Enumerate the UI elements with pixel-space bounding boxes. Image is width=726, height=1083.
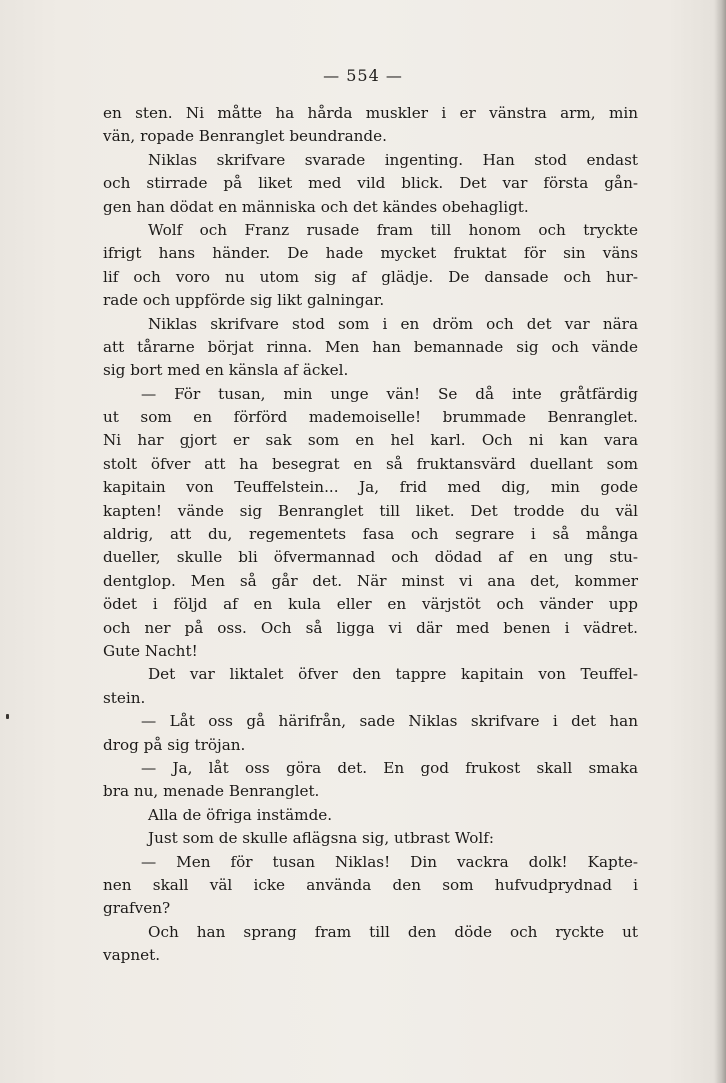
text-line: bra nu, menade Benranglet. xyxy=(103,782,320,801)
text-line: sig bort med en känsla af äckel. xyxy=(103,361,349,380)
text-line: lif och voro nu utom sig af glädje. De dansade och hur- xyxy=(103,267,638,286)
text-line: kapten! vände sig Benranglet till liket. Det trodde du väl xyxy=(103,501,638,520)
text-line: dentglop. Men så går det. När minst vi ana det, kommer xyxy=(103,571,638,590)
text-line: en sten. Ni måtte ha hårda muskler i er vänstra arm, min xyxy=(103,104,638,122)
text-line: ifrigt hans händer. De hade mycket fruktat för sin väns xyxy=(103,244,638,263)
text-line: aldrig, att du, regementets fasa och segrare i så många xyxy=(103,525,638,544)
text-line: kapitain von Teuffelstein... Ja, frid med dig, min gode xyxy=(103,478,638,497)
text-line: stein. xyxy=(103,688,146,707)
text-line: — För tusan, min unge vän! Se då inte gråtfärdig xyxy=(141,384,638,403)
text-line: dueller, skulle bli öfvermannad och dödad af en ung stu- xyxy=(103,548,638,567)
text-line: och stirrade på liket med vild blick. Det var första gån- xyxy=(103,174,638,193)
text-line: rade och uppförde sig likt galningar. xyxy=(103,291,385,310)
text-line: vapnet. xyxy=(103,946,161,965)
text-line: Det var liktalet öfver den tappre kapitain von Teuffel- xyxy=(148,665,638,684)
text-line: Wolf och Franz rusade fram till honom och tryckte xyxy=(148,220,638,239)
text-line: ödet i följd af en kula eller en värjstöt och vänder upp xyxy=(103,595,638,614)
text-line: — Men för tusan Niklas! Din vackra dolk! Kapte- xyxy=(141,852,638,871)
text-line: Niklas skrifvare svarade ingenting. Han stod endast xyxy=(148,150,638,169)
text-line: Niklas skrifvare stod som i en dröm och det var nära xyxy=(148,314,638,333)
text-line: att tårarne börjat rinna. Men han bemannade sig och vände xyxy=(103,337,638,356)
text-line: — Låt oss gå härifrån, sade Niklas skrifvare i det han xyxy=(141,712,638,731)
text-line: — Ja, låt oss göra det. En god frukost skall smaka xyxy=(141,758,638,777)
text-line: drog på sig tröjan. xyxy=(103,735,246,754)
text-line: stolt öfver att ha besegrat en så fruktansvärd duellant som xyxy=(103,454,638,473)
text-line: ut som en förförd mademoiselle! brummade Benranglet. xyxy=(103,408,638,427)
text-line: gen han dödat en människa och det kändes obehagligt. xyxy=(103,197,529,216)
text-line: Och han sprang fram till den döde och ryckte ut xyxy=(148,922,638,941)
text-line: nen skall väl icke använda den som hufvudprydnad i xyxy=(103,875,638,894)
text-line: Gute Nacht! xyxy=(103,641,198,660)
body-text xyxy=(103,102,638,967)
text-line: Just som de skulle aflägsna sig, utbrast Wolf: xyxy=(148,829,495,848)
text-line: och ner på oss. Och så ligga vi där med benen i vädret. xyxy=(103,618,638,637)
text-line: grafven? xyxy=(103,899,171,918)
page-number-header: — 554 — xyxy=(323,66,403,85)
text-line: vän, ropade Benranglet beundrande. xyxy=(103,127,387,146)
margin-mark xyxy=(6,714,9,719)
text-line: Ni har gjort er sak som en hel karl. Och ni kan vara xyxy=(103,431,638,450)
page-edge-shadow xyxy=(714,0,726,1083)
text-line: Alla de öfriga instämde. xyxy=(148,805,333,824)
